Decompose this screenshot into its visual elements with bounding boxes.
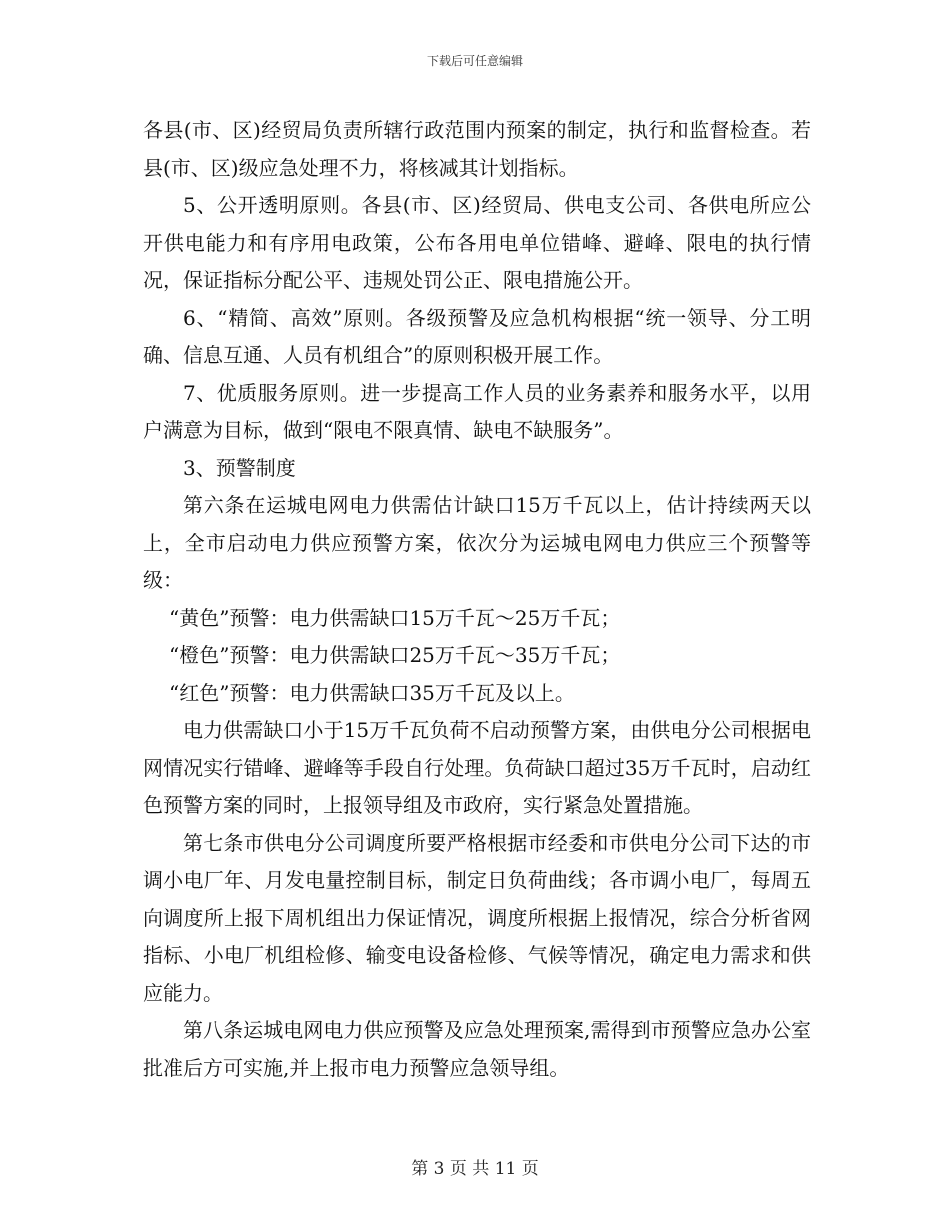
paragraph: 5、公开透明原则。各县(市、区)经贸局、供电支公司、各供电所应公开供电能力和有序用电政策，公布各用电单位错峰、避峰、限电的执行情况，保证指标分配公平、违规处罚公正、限电措施公开。 xyxy=(143,193,811,292)
paragraph: 7、优质服务原则。进一步提高工作人员的业务素养和服务水平，以用户满意为目标，做到“限电不限真情、缺电不缺服务”。 xyxy=(143,380,811,442)
warning-level-red: “红色”预警：电力供需缺口35万千瓦及以上。 xyxy=(169,680,575,705)
page-header-note: 下载后可任意编辑 xyxy=(426,54,523,68)
page-number-footer: 第 3 页 共 11 页 xyxy=(411,1159,539,1179)
paragraph: 电力供需缺口小于15万千瓦负荷不启动预警方案，由供电分公司根据电网情况实行错峰、避峰等手段自行处理。负荷缺口超过35万千瓦时，启动红色预警方案的同时，上报领导组及市政府，实行紧急处置措施。 xyxy=(143,718,811,817)
paragraph: 6、“精简、高效”原则。各级预警及应急机构根据“统一领导、分工明确、信息互通、人员有机组合”的原则积极开展工作。 xyxy=(143,305,811,367)
section-heading: 3、预警制度 xyxy=(183,455,296,480)
document-body xyxy=(143,112,811,1087)
paragraph: 第七条市供电分公司调度所要严格根据市经委和市供电分公司下达的市调小电厂年、月发电量控制目标，制定日负荷曲线；各市调小电厂，每周五向调度所上报下周机组出力保证情况，调度所根据上报情况，综合分析省网指标、小电厂机组检修、输变电设备检修、气候等情况，确定电力需求和供应能力。 xyxy=(143,830,811,1005)
paragraph: 第八条运城电网电力供应预警及应急处理预案,需得到市预警应急办公室批准后方可实施,并上报市电力预警应急领导组。 xyxy=(143,1018,811,1080)
paragraph: 第六条在运城电网电力供需估计缺口15万千瓦以上，估计持续两天以上，全市启动电力供应预警方案，依次分为运城电网电力供应三个预警等级： xyxy=(143,493,811,592)
warning-level-yellow: “黄色”预警：电力供需缺口15万千瓦～25万千瓦； xyxy=(169,605,621,630)
warning-level-orange: “橙色”预警：电力供需缺口25万千瓦～35万千瓦； xyxy=(169,643,621,667)
paragraph: 各县(市、区)经贸局负责所辖行政范围内预案的制定，执行和监督检查。若县(市、区)级应急处理不力，将核减其计划指标。 xyxy=(143,118,811,180)
